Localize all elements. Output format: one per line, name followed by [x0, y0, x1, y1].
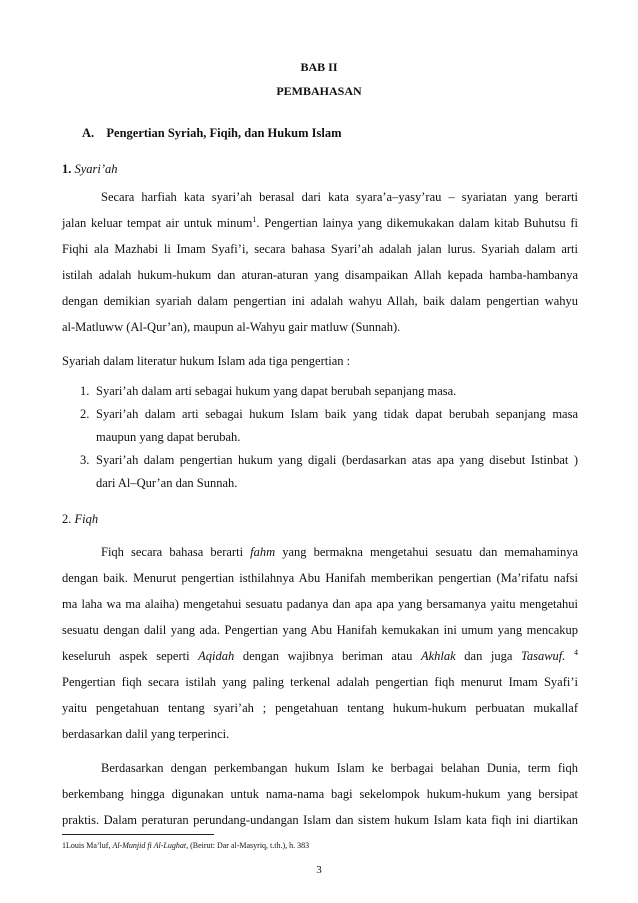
list-item-2-line-1: Syari’ah dalam arti sebagai hukum Islam baik yang tidak dapat berubah sepanjang masa: [96, 407, 578, 421]
p4-line-2: berkembang hingga digunakan untuk nama-nama bagi sekelompok hukum-hukum yang bersipat: [62, 787, 578, 801]
chapter-title: PEMBAHASAN: [276, 84, 362, 98]
list-item-3-line-2: dari Al–Qur’an dan Sunnah.: [96, 476, 238, 490]
p3-line-1-rest: yang bermakna mengetahui sesuatu dan memahaminya: [275, 545, 578, 559]
subsection-1-number: 1.: [62, 162, 72, 176]
p3-line-2: dengan baik. Menurut pengertian isthilahnya Abu Hanifah memberikan pengertian (Ma’rifatu nafsi: [62, 571, 578, 585]
subsection-2-heading: [62, 512, 578, 527]
p1-line-2-rest: . Pengertian lainya yang dikemukakan dalam kitab Buhutsu fi: [256, 216, 578, 230]
term-fahm: fahm: [250, 545, 276, 559]
p3-line-1-text: Fiqh secara bahasa berarti: [101, 545, 251, 559]
subsection-1-heading: [62, 162, 578, 177]
list-item-1-line-1: Syari’ah dalam arti sebagai hukum yang dapat berubah sepanjang masa.: [96, 384, 457, 398]
p3-line-5-mid2: dan juga: [455, 649, 522, 663]
list-item-1-number: 1.: [80, 384, 90, 398]
term-tasawuf: Tasawuf.: [521, 649, 566, 663]
p1-line-6: al-Matluww (Al-Qur’an), maupun al-Wahyu gair matluw (Sunnah).: [62, 320, 401, 334]
p1-line-4: istilah adalah hukum-hukum dan aturan-aturan yang disampaikan Allah kepada hamba-hambanya: [62, 268, 578, 282]
footnote-publisher: (Beirut: Dar al-Masyriq, t.th.), h. 383: [188, 841, 310, 850]
p1-line-3: Fiqhi ala Mazhabi li Imam Syafi’i, secara bahasa Syari’ah adalah jalan lurus. Syariah dalam arti: [62, 242, 578, 256]
list-item-2-number: 2.: [80, 407, 90, 421]
footnote-book-title: Al-Munjid fi Al-Lughat,: [112, 841, 189, 850]
p3-line-1: [101, 545, 578, 560]
p3-line-4: sesuatu dengan dalil yang ada. Pengertian yang Abu Hanifah kemukakan ini umum yang mencakup: [62, 623, 578, 637]
subsection-2-number: 2.: [62, 512, 72, 526]
footnote-divider: [62, 834, 214, 835]
list-item-3-line-1: Syari’ah dalam pengertian hukum yang digali (berdasarkan atas apa yang disebut Istinbat ): [96, 453, 578, 467]
p3-line-6: Pengertian fiqh secara istilah yang paling terkenal adalah pengertian fiqh menurut Imam Syafi’i: [62, 675, 578, 689]
page-number: 3: [316, 864, 322, 876]
p1-line-5: dengan demikian syariah dalam pengertian ini adalah wahyu Allah, baik dalam pengertian wahyu: [62, 294, 578, 308]
p3-line-5-text: keseluruh aspek seperti: [62, 649, 199, 663]
section-a-heading: [82, 126, 598, 141]
p1-line-2-text: jalan keluar tempat air untuk minum: [62, 216, 253, 230]
paragraph-2: Syariah dalam literatur hukum Islam ada tiga pengertian :: [62, 354, 351, 368]
p3-line-3: ma laha wa ma alaiha) mengetahui sesuatu padanya dan apa apa yang bersamanya yaitu mengetahui: [62, 597, 578, 611]
p3-line-7: yaitu pengetahuan tentang syari’ah ; pengetahuan tentang hukum-hukum perbuatan mukallaf: [62, 701, 578, 715]
list-item-3-number: 3.: [80, 453, 90, 467]
footnote-ref-1: 1: [252, 214, 257, 224]
section-a-number: A.: [82, 126, 95, 140]
p3-line-8: berdasarkan dalil yang terperinci.: [62, 727, 230, 741]
list-item-2-line-2: maupun yang dapat berubah.: [96, 430, 241, 444]
chapter-label: BAB II: [300, 60, 338, 74]
p3-line-5-mid: dengan wajibnya beriman atau: [234, 649, 421, 663]
footnote-author: 1Louis Ma’luf,: [62, 841, 113, 850]
term-akhlak: Akhlak: [420, 649, 456, 663]
p1-line-1: Secara harfiah kata syari’ah berasal dari kata syara’a–yasy’rau – syariatan yang berarti: [101, 190, 578, 204]
footnote-ref-4: 4: [574, 647, 578, 657]
subsection-2-title: Fiqh: [74, 512, 99, 526]
p4-line-1: Berdasarkan dengan perkembangan hukum Islam ke berbagai belahan Dunia, term fiqh: [101, 761, 578, 775]
term-aqidah: Aqidah: [198, 649, 235, 663]
section-a-title: Pengertian Syriah, Fiqih, dan Hukum Islam: [106, 126, 342, 140]
p1-line-2: [62, 216, 578, 231]
footnote-1: [62, 841, 309, 850]
p3-line-5: [62, 649, 578, 664]
p4-line-3: praktis. Dalam peraturan perundang-undangan Islam dan sistem hukum Islam kata fiqh ini diartikan: [62, 813, 578, 827]
subsection-1-title: Syari’ah: [74, 162, 118, 176]
